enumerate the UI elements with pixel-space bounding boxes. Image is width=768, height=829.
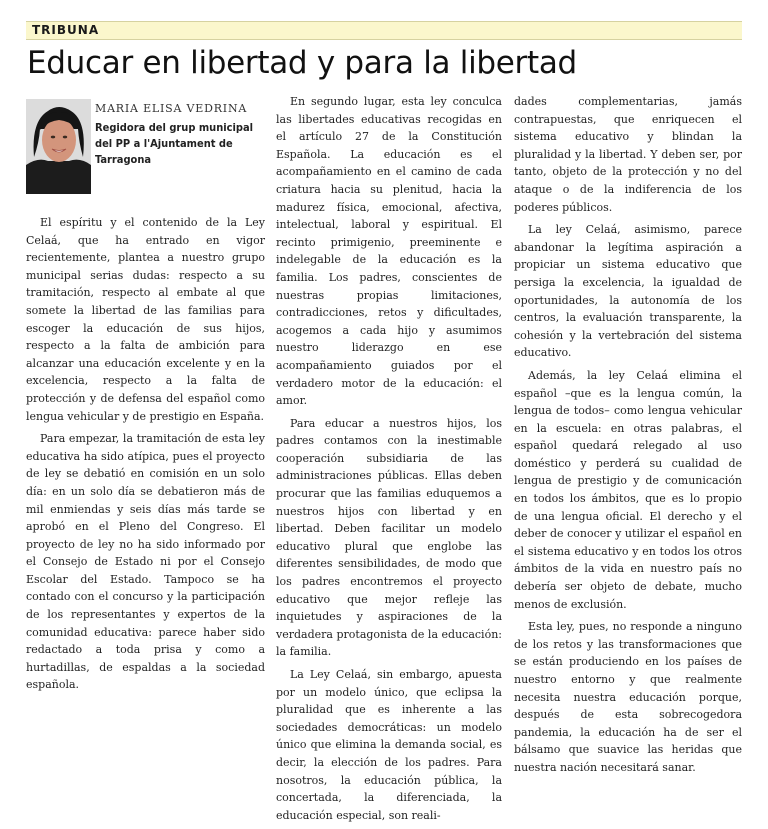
section-label: TRIBUNA <box>32 23 100 37</box>
author-photo <box>26 99 91 194</box>
author-name: MARIA ELISA VEDRINA <box>95 102 248 115</box>
article-column-3 <box>514 93 742 782</box>
paragraph: dades complementarias, jamás contrapuestas, que enriquecen el sistema educativo y blindan la pluralidad y la libertad. Y deben ser, por tanto, objeto de la protección y no del ataque o de la indiferencia de los poderes públicos. <box>514 95 742 214</box>
article-column-1 <box>26 214 265 699</box>
paragraph: En segundo lugar, esta ley conculca las libertades educativas recogidas en el artículo 27 de la Constitución Española. La educación es el acompañamiento en el camino de cada criatura hacia su plenitud, hacia la madurez física, emocional, afectiva, intelectual, laboral y espiritual. El recinto primigenio, preeminente e indelegable de la educación es la familia. Los padres, conscientes de nuestras propias limitaciones, contradicciones, retos y dificultades, acogemos a cada hijo y asumimos nuestro liderazgo en ese acompañamiento guiados por el verdadero motor de la educación: el amor. <box>276 95 502 408</box>
section-header-bar <box>26 21 742 40</box>
article-column-2 <box>276 93 502 829</box>
paragraph: Para empezar, la tramitación de esta ley educativa ha sido atípica, pues el proyecto de ley se debatió en comisión en un solo día: en un solo día se debatieron más de mil enmiendas y seis días más tarde se aprobó en el Pleno del Congreso. El proyecto de ley no ha sido informado por el Consejo de Estado ni por el Consejo Escolar del Estado. Tampoco se ha contado con el concurso y la participación de los representantes y expertos de la comunidad educativa: parece haber sido redactado a toda prisa y como a hurtadillas, de espaldas a la sociedad española. <box>26 432 265 692</box>
paragraph: La ley Celaá, asimismo, parece abandonar la legítima aspiración a propiciar un sistema educativo que persiga la excelencia, la igualdad de oportunidades, la autonomía de los centros, la evaluación transparente, la cohesión y la vertebración del sistema educativo. <box>514 223 742 360</box>
paragraph: Esta ley, pues, no responde a ninguno de los retos y las transformaciones que se están produciendo en los países de nuestro entorno y que realmente necesita nuestra educación porque, después de esta sobrecogedora pandemia, la educación ha de ser el bálsamo que suavice las heridas que nuestra nación necesitará sanar. <box>514 620 742 774</box>
author-portrait-image <box>26 99 91 194</box>
author-role: Regidora del grup municipal del PP a l'Ajuntament de Tarragona <box>95 121 254 166</box>
paragraph: Para educar a nuestros hijos, los padres contamos con la inestimable cooperación subsidiaria de las administraciones públicas. Ellas deben procurar que las familias eduquemos a nuestros hijos con libertad y en libertad. Deben facilitar un modelo educativo plural que englobe las diferentes sensibilidades, de modo que los padres encontremos el proyecto educativo que mejor refleje las inquietudes y aspiraciones de la verdadera protagonista de la educación: la familia. <box>276 416 502 659</box>
paragraph: El espíritu y el contenido de la Ley Celaá, que ha entrado en vigor recientemente, plantea a nuestro grupo municipal serias dudas: respecto a su tramitación, respecto al embate al que somete la libertad de las familias para escoger la educación de sus hijos, respecto a la falta de ambición para alcanzar una educación excelente y en la excelencia, respecto a la falta de protección y de defensa del español como lengua vehicular y de prestigio en España. <box>26 216 265 423</box>
headline: Educar en libertad y para la libertad <box>27 45 577 81</box>
paragraph: La Ley Celaá, sin embargo, apuesta por un modelo único, que eclipsa la pluralidad que es inherente a las sociedades democráticas: un modelo único que elimina la demanda social, es decir, la elección de los padres. Para nosotros, la educación pública, la concertada, la diferenciada, la educación especial, son reali- <box>276 668 502 822</box>
paragraph: Además, la ley Celaá elimina el español –que es la lengua común, la lengua de todos– como lengua vehicular en la escuela: en otras palabras, el español quedará relegado al uso doméstico y perderá su cualidad de lengua de prestigio y de comunicación en todos los ámbitos, que es lo propio de una lengua oficial. El derecho y el deber de conocer y utilizar el español en el sistema educativo y en todos los otros ámbitos de la vida en nuestro país no debería ser objeto de debate, mucho menos de exclusión. <box>514 368 742 611</box>
